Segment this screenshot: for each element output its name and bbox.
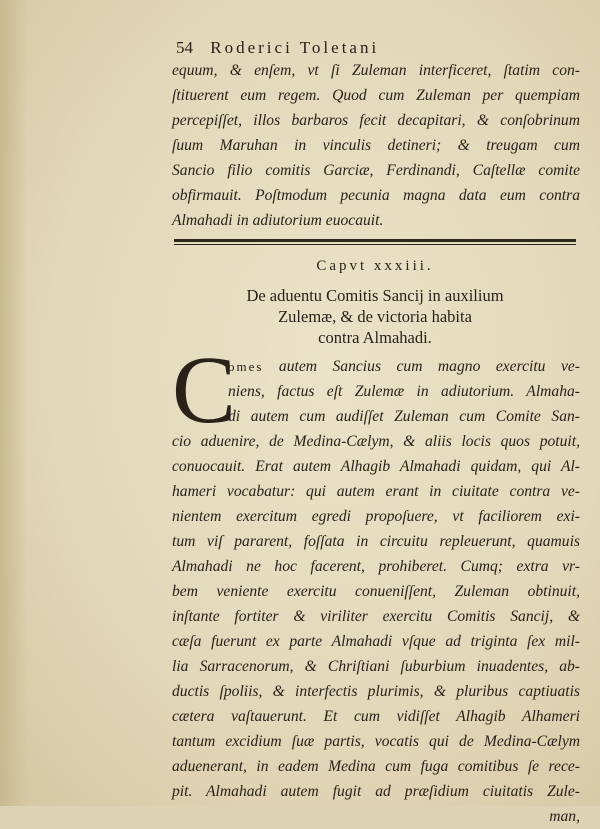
- chapter-label: Capvt xxxiii.: [316, 258, 434, 274]
- text-line: ductis ſpoliis, & interfectis plurimis, & pluribus captiuatis: [172, 683, 580, 700]
- body-first-line: [228, 354, 580, 379]
- text-line: nientem exercitum egredi propoſuere, vt faciliorem exi-: [172, 508, 580, 525]
- text-line: Almahadi ne hoc facerent, prohiberet. Cumq; extra vr-: [172, 558, 580, 575]
- body-line: [228, 404, 580, 429]
- text-line: aduenerant, in eadem Medina cum fuga comitibus ſe rece-: [172, 758, 580, 775]
- gutter-shadow: [0, 0, 28, 806]
- text-line: ſtituerent eum regem. Quod cum Zuleman per quempiam: [172, 87, 580, 104]
- text-line: pit. Almahadi autem fugit ad præſidium ciuitatis Zule-: [172, 783, 580, 800]
- text-line: cio aduenire, de Medina-Cælym, & aliis locis quos potuit,: [172, 433, 580, 450]
- text-line: lia Sarracenorum, & Chriſtiani ſuburbium inuadentes, ab-: [172, 658, 580, 675]
- text-line: tantum excidium ſuæ partis, vocatis qui de Medina-Cælym: [172, 733, 580, 750]
- body-paragraph: [172, 429, 580, 829]
- text-line: Almahadi in adiutorium euocauit.: [172, 212, 384, 229]
- chapter-heading-line: De aduentu Comitis Sancij in auxilium: [246, 286, 504, 305]
- text-line: cætera vaſtauerunt. Et cum vidiſſet Alhagib Alhameri: [172, 708, 580, 725]
- text-line: obfirmauit. Poſtmodum pecunia magna data eum contra: [172, 187, 580, 204]
- text-line: man,: [549, 808, 580, 825]
- chapter-heading-line: Zulemæ, & de victoria habita: [278, 307, 472, 326]
- text-line: percepiſſet, illos barbaros fecit decapitari, & conſobrinum: [172, 112, 580, 129]
- drop-cap: C: [172, 336, 237, 443]
- text-line: Sancio filio comitis Garciæ, Ferdinandi, Caſtellæ comite: [172, 162, 580, 179]
- body-line: [228, 379, 580, 404]
- text-line: di autem cum audiſſet Zuleman cum Comite San-: [228, 408, 580, 425]
- text-line: bem veniente exercitu conueniſſent, Zuleman obtinuit,: [172, 583, 580, 600]
- text-line: tum viſ pararent, foſſata in circuitu repleuerunt, quamuis: [172, 533, 580, 550]
- divider-rule-thick: [174, 239, 576, 242]
- text-line: autem Sancius cum magno exercitu ve-: [278, 358, 580, 375]
- text-line: cæſa fuerunt ex parte Almahadi vſque ad triginta ſex mil-: [172, 633, 580, 650]
- small-caps-word: omes: [228, 359, 264, 374]
- text-line: hameri vocabatur: qui autem erant in ciuitate contra ve-: [172, 483, 580, 500]
- running-title: Roderici Toletani: [210, 38, 380, 57]
- running-header: [176, 38, 506, 58]
- text-line: inſtante fortiter & viriliter exercitu Comitis Sancij, &: [172, 608, 580, 625]
- chapter-heading-line: contra Almahadi.: [318, 328, 432, 347]
- page-number: 54: [176, 38, 193, 57]
- text-line: niens, factus eſt Zulemæ in adiutorium. Almaha-: [228, 383, 580, 400]
- divider-rule-thin: [174, 244, 576, 245]
- text-line: equum, & enſem, vt ſi Zuleman interficeret, ſtatim con-: [172, 62, 580, 79]
- top-paragraph: [172, 58, 580, 233]
- text-line: conuocauit. Erat autem Alhagib Almahadi quidam, qui Al-: [172, 458, 580, 475]
- text-line: ſuum Maruhan in vinculis detineri; & treugam cum: [172, 137, 580, 154]
